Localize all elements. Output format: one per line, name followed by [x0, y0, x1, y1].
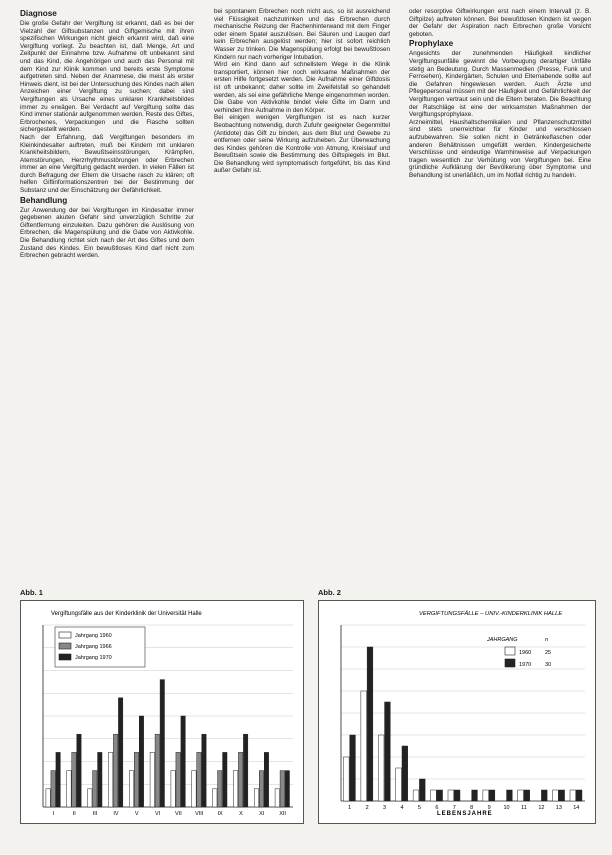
paragraph: Die große Gefahr der Vergiftung ist erkannt, daß es bei der Vielzahl der Giftsubstanzen und Giftgemische mit ihren spezifischen Wirkungen nicht gleich erkannt wird, daß eine Vergiftung vorliegt. Zu beachten ist, daß Menge, Art und Zeitpunkt der Einnahme bzw. Aufnahme oft unbekannt sind und das Kind, die Angehörigen und auch das Personal mit dem Kind zur Klinik kommen und bereits erste Symptome aufgetreten sind. Neben der Anamnese, die meist als erster Hinweis dient, ist bei der Untersuchung des Kindes nach allen Anzeichen einer Vergiftung zu suchen; dabei sind Vergiftungen als Ursache eines unklaren Krankheitsbildes immer zu erwägen. Bei Verdacht auf Vergiftung sollte das Kind immer stationär aufgenommen werden. Reste des Giftes, Erbrochenes, Verpackungen und die Flasche sollten sichergestellt werden.	[20, 20, 194, 134]
bar-jahrgang-1960-vi	[150, 752, 154, 807]
bar-jahrgang-1966-ii	[72, 752, 76, 807]
legend-label-1960: 1960	[519, 650, 532, 656]
legend-count-header: n	[545, 637, 549, 643]
bar-1970-1	[350, 735, 356, 801]
chart-1-svg	[21, 601, 303, 823]
bar-jahrgang-1966-i	[51, 771, 55, 807]
bar-jahrgang-1960-viii	[192, 771, 196, 807]
legend-label-1970: Jahrgang 1970	[75, 655, 112, 661]
bar-jahrgang-1960-ix	[213, 789, 217, 807]
paragraph: bei spontanem Erbrechen noch nicht aus, so ist ausreichend viel Flüssigkeit nachzutrinken und das Erbrechen durch mechanische Reizung der Rachenhinterwand mit dem Finger oder einem Spatel auszulösen. Bei Säuren und Laugen darf kein Erbrechen ausgelöst werden; hier ist sofort reichlich Wasser zu trinken. Die Magenspülung erfolgt bei bewußtlosen Kindern nur nach vorheriger Intubation.	[214, 8, 390, 61]
bar-1960-6	[431, 790, 437, 801]
bar-jahrgang-1960-iv	[108, 752, 112, 807]
x-tick-label: 5	[417, 805, 421, 811]
x-tick-label: 3	[383, 805, 387, 811]
x-tick-label: III	[92, 811, 98, 817]
text-column-1	[20, 8, 194, 580]
chart-1-bars	[46, 680, 290, 807]
x-tick-label: 2	[365, 805, 369, 811]
bar-jahrgang-1966-viii	[197, 752, 201, 807]
chart-1-title: Vergiftungsfälle aus der Kinderklinik der Universität Halle	[51, 611, 202, 617]
legend-header: JAHRGANG	[487, 637, 518, 643]
bar-jahrgang-1966-xii	[280, 771, 284, 807]
paragraph: Angesichts der zunehmenden Häufigkeit kindlicher Vergiftungsunfälle gewinnt die Vorbeugung derartiger Unfälle stetig an Bedeutung. Durch Massenmedien (Presse, Funk und Fernsehen), Kindergärten, Schulen und Elternabende sollte auf die Gefahren hingewiesen werden. Auch Ärzte und Pflegepersonal müssen mit der Häufigkeit und Gefährlichkeit der Vergiftungen vertraut sein und die Eltern beraten. Die Beachtung der Ratschläge ist eine der wirksamsten Maßnahmen der Vergiftungsprophylaxe.	[409, 50, 591, 119]
legend-count-1970: 30	[545, 662, 552, 668]
x-tick-label: 6	[435, 805, 439, 811]
bar-jahrgang-1970-i	[56, 752, 60, 807]
bar-1970-2	[367, 647, 373, 801]
bar-jahrgang-1960-i	[46, 789, 50, 807]
paragraph: Bei einigen wenigen Vergiftungen ist es nach kurzer Beobachtung notwendig, durch Zufuhr geeigneter Gegenmittel (Antidote) das Gift zu binden, aus dem Blut und Gewebe zu entfernen oder seine Wirkung aufzuheben. Zur Überwachung des Kindes gehören die Kontrolle von Atmung, Kreislauf und Bewußtsein sowie die Bestimmung des Giftspiegels im Blut. Die Behandlung wird symptomatisch fortgeführt, bis das Kind außer Gefahr ist.	[214, 114, 390, 175]
heading-diagnose: Diagnose	[20, 9, 57, 18]
paragraph: oder resorptive Giftwirkungen erst nach einem Intervall (z. B. Giftpilze) auftreten können. Bei bewußtlosen Kindern ist wegen der Gefahr der Aspiration nach Erbrechen große Vorsicht geboten.	[409, 8, 591, 38]
x-tick-label: 1	[348, 805, 352, 811]
legend-swatch-1966	[59, 643, 71, 649]
x-tick-label: 10	[503, 805, 510, 811]
bar-1960-7	[448, 790, 454, 801]
bar-jahrgang-1970-vi	[160, 680, 164, 807]
bar-1970-10	[507, 790, 513, 801]
x-tick-label: X	[239, 811, 243, 817]
figure-2-label: Abb. 2	[318, 588, 341, 597]
chart-1-legend	[55, 627, 145, 667]
bar-1960-14	[570, 790, 576, 801]
bar-jahrgang-1960-ii	[67, 771, 71, 807]
legend-swatch-1960	[505, 647, 515, 655]
x-tick-label: IV	[113, 811, 119, 817]
bar-1970-4	[402, 746, 408, 801]
paragraph: Wird ein Kind dann auf schnellstem Wege in die Klinik transportiert, können hier noch wirksame Maßnahmen der ersten Hilfe fortgesetzt werden. Die Aufnahme einer Giftdosis ist oft unbekannt; daher sollte im Zweifelsfall so gehandelt werden, als sei eine gefährliche Menge eingenommen worden. Die Gabe von Aktivkohle bindet viele Gifte im Darm und verhindert ihre Aufnahme in den Körper.	[214, 61, 390, 114]
bar-jahrgang-1966-iv	[113, 734, 117, 807]
figure-1-label: Abb. 1	[20, 588, 43, 597]
bar-jahrgang-1966-ix	[218, 771, 222, 807]
heading-prophylaxe: Prophylaxe	[409, 39, 454, 49]
x-tick-label: VI	[154, 811, 161, 817]
legend-swatch-1970	[505, 659, 515, 667]
x-tick-label: I	[52, 811, 55, 817]
bar-1970-13	[559, 790, 565, 801]
bar-jahrgang-1970-iv	[118, 698, 122, 807]
text-column-3	[409, 8, 591, 580]
x-tick-label: VII	[175, 811, 182, 817]
x-tick-label: 14	[573, 805, 580, 811]
x-tick-label: II	[72, 811, 76, 817]
heading-behandlung: Behandlung	[20, 195, 68, 205]
bar-1970-14	[576, 790, 582, 801]
bar-jahrgang-1970-xii	[285, 771, 289, 807]
chart-2-legend	[486, 637, 551, 668]
bar-jahrgang-1970-ix	[223, 752, 227, 807]
bar-jahrgang-1960-v	[129, 771, 133, 807]
legend-label-1966: Jahrgang 1966	[75, 644, 112, 650]
bar-jahrgang-1960-x	[233, 771, 237, 807]
bar-jahrgang-1966-x	[238, 752, 242, 807]
legend-label-1970: 1970	[519, 662, 532, 668]
chart-1-ticks	[53, 811, 287, 817]
bar-1960-4	[396, 768, 402, 801]
bar-jahrgang-1970-x	[243, 734, 247, 807]
bar-1970-12	[541, 790, 547, 801]
chart-2-title: VERGIFTUNGSFÄLLE – UNIV.-KINDERKLINIK HALLE	[419, 611, 563, 617]
bar-jahrgang-1966-xi	[259, 771, 263, 807]
bar-jahrgang-1966-vi	[155, 734, 159, 807]
bar-1970-6	[437, 790, 443, 801]
bar-1960-2	[361, 691, 367, 801]
x-tick-label: IX	[217, 811, 223, 817]
bar-jahrgang-1970-ii	[77, 734, 81, 807]
x-tick-label: 8	[470, 805, 474, 811]
bar-jahrgang-1960-xii	[275, 789, 279, 807]
chart-2-svg	[319, 601, 595, 823]
x-tick-label: 4	[400, 805, 404, 811]
bar-jahrgang-1966-v	[134, 752, 138, 807]
bar-1960-13	[553, 790, 559, 801]
bar-jahrgang-1970-vii	[181, 716, 185, 807]
bar-1960-3	[378, 735, 384, 801]
paragraph: Nach der Erfahrung, daß Vergiftungen besonders im Kleinkindesalter auftreten, muß bei Kindern mit unklaren Krankheitsbildern, Bewußtseinsstörungen, Krämpfen, Atemstörungen, Herzrhythmusstörungen oder Erbrechen immer an eine Vergiftung gedacht werden. In vielen Fällen ist durch Befragung der Eltern die Ursache rasch zu klären; oft helfen Giftinformationszentren bei der Bestimmung der Substanz und der Einschätzung der Gefährlichkeit.	[20, 133, 194, 195]
x-tick-label: XII	[279, 811, 286, 817]
bar-jahrgang-1960-vii	[171, 771, 175, 807]
bar-jahrgang-1966-iii	[93, 771, 97, 807]
bar-jahrgang-1970-iii	[98, 752, 102, 807]
x-tick-label: 9	[487, 805, 491, 811]
x-tick-label: 13	[555, 805, 562, 811]
bar-jahrgang-1960-iii	[88, 789, 92, 807]
paragraph: Zur Anwendung der bei Vergiftungen im Kindesalter immer gegebenen akuten Gefahr sind unverzüglich Schritte zur Giftentfernung einzuleiten. Dazu gehören die Auslösung von Erbrechen, die Magenspülung und die Gabe von Aktivkohle. Die Behandlung richtet sich nach der Art des Giftes und dem Zustand des Kindes. Ein bewußtloses Kind darf nicht zum Erbrechen gebracht werden.	[20, 206, 194, 260]
paragraph: Arzneimittel, Haushaltschemikalien und Pflanzenschutzmittel sind stets unerreichbar für Kinder und verschlossen aufzubewahren. Sie sollen nicht in Getränkeflaschen oder anderen Behältnissen umgefüllt werden. Kindergesicherte Verschlüsse und eindeutige Warnhinweise auf Verpackungen tragen wesentlich zur Verhütung von Vergiftungen bei. Eine gründliche Aufklärung der Bevölkerung über Symptome und Behandlung ist unerläßlich, um im Notfall richtig zu handeln.	[409, 118, 591, 179]
chart-2-xlabel: LEBENSJAHRE	[437, 811, 493, 817]
x-tick-label: 12	[538, 805, 545, 811]
bar-1970-11	[524, 790, 530, 801]
text-column-2	[214, 8, 390, 580]
legend-label-1960: Jahrgang 1960	[75, 633, 112, 639]
bar-1970-5	[419, 779, 425, 801]
bar-1960-1	[343, 757, 349, 801]
legend-count-1960: 25	[545, 650, 552, 656]
bar-1960-11	[518, 790, 524, 801]
x-tick-label: 11	[521, 805, 527, 811]
x-tick-label: XI	[259, 811, 265, 817]
bar-1960-9	[483, 790, 489, 801]
bar-jahrgang-1970-v	[139, 716, 143, 807]
x-tick-label: V	[134, 811, 139, 817]
figure-2	[318, 600, 596, 824]
figure-1	[20, 600, 304, 824]
x-tick-label: VIII	[195, 811, 204, 817]
bar-jahrgang-1960-xi	[254, 789, 258, 807]
bar-1970-7	[454, 790, 460, 801]
bar-jahrgang-1966-vii	[176, 752, 180, 807]
bar-jahrgang-1970-xi	[264, 752, 268, 807]
x-tick-label: 7	[452, 805, 456, 811]
legend-swatch-1970	[59, 654, 71, 660]
bar-1970-8	[472, 790, 478, 801]
bar-jahrgang-1970-viii	[202, 734, 206, 807]
chart-2-bars	[343, 647, 582, 801]
bar-1960-5	[413, 790, 419, 801]
bar-1970-9	[489, 790, 495, 801]
legend-swatch-1960	[59, 632, 71, 638]
bar-1970-3	[385, 702, 391, 801]
